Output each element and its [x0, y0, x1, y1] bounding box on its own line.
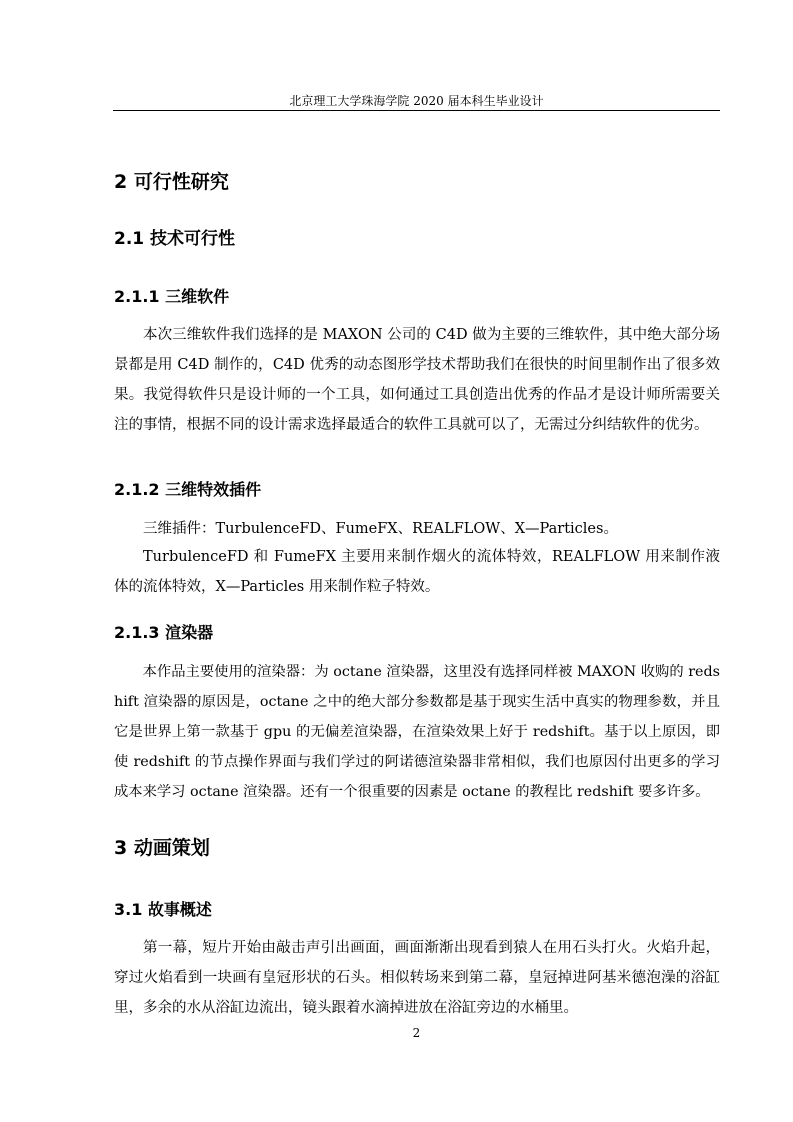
section-2-1-3-paragraph: 本作品主要使用的渲染器：为 octane 渲染器，这里没有选择同样被 MAXON 收购的 redshift 渲染器的原因是，octane 之中的绝大部分参数都是基于现实生活中真实的物理参数，并且它是世界上第一款基于 gpu 的无偏差渲染器，在渲染效果上好于 redshift。基于以上原因，即使 redshift 的节点操作界面与我们学过的阿诺德渲染器非常相似，我们也原因付出更多的学习成本来学习 octane 渲染器。还有一个很重要的因素是 octane 的教程比 redshift 要多许多。 — [114, 664, 720, 800]
section-2-heading: 2 可行性研究 — [114, 171, 229, 193]
running-header: 北京理工大学珠海学院 2020 届本科生毕业设计 — [289, 94, 544, 108]
section-3-1-heading: 3.1 故事概述 — [114, 900, 212, 919]
section-2-1-2-paragraph-2: TurbulenceFD 和 FumeFX 主要用来制作烟火的流体特效，REALFLOW 用来制作液体的流体特效，X—Particles 用来制作粒子特效。 — [114, 549, 720, 595]
header-rule — [113, 110, 720, 111]
section-3-heading: 3 动画策划 — [114, 837, 210, 859]
section-2-1-2-heading: 2.1.2 三维特效插件 — [114, 480, 262, 499]
section-2-1-3-heading: 2.1.3 渲染器 — [114, 623, 214, 642]
section-3-1-paragraph: 第一幕，短片开始由敲击声引出画面，画面渐渐出现看到猿人在用石头打火。火焰升起，穿过火焰看到一块画有皇冠形状的石头。相似转场来到第二幕，皇冠掉进阿基米德泡澡的浴缸里，多余的水从浴缸边流出，镜头跟着水滴掉进放在浴缸旁边的水桶里。 — [114, 940, 720, 1016]
page-number: 2 — [412, 1026, 421, 1040]
section-2-1-1-heading: 2.1.1 三维软件 — [114, 287, 230, 306]
section-2-1-1-paragraph: 本次三维软件我们选择的是 MAXON 公司的 C4D 做为主要的三维软件，其中绝大部分场景都是用 C4D 制作的，C4D 优秀的动态图形学技术帮助我们在很快的时间里制作出了很多效果。我觉得软件只是设计师的一个工具，如何通过工具创造出优秀的作品才是设计师所需要关注的事情，根据不同的设计需求选择最适合的软件工具就可以了，无需过分纠结软件的优劣。 — [114, 327, 720, 433]
section-2-1-heading: 2.1 技术可行性 — [114, 229, 236, 249]
section-2-1-2-paragraph-1: 三维插件：TurbulenceFD、FumeFX、REALFLOW、X—Particles。 — [143, 521, 618, 537]
